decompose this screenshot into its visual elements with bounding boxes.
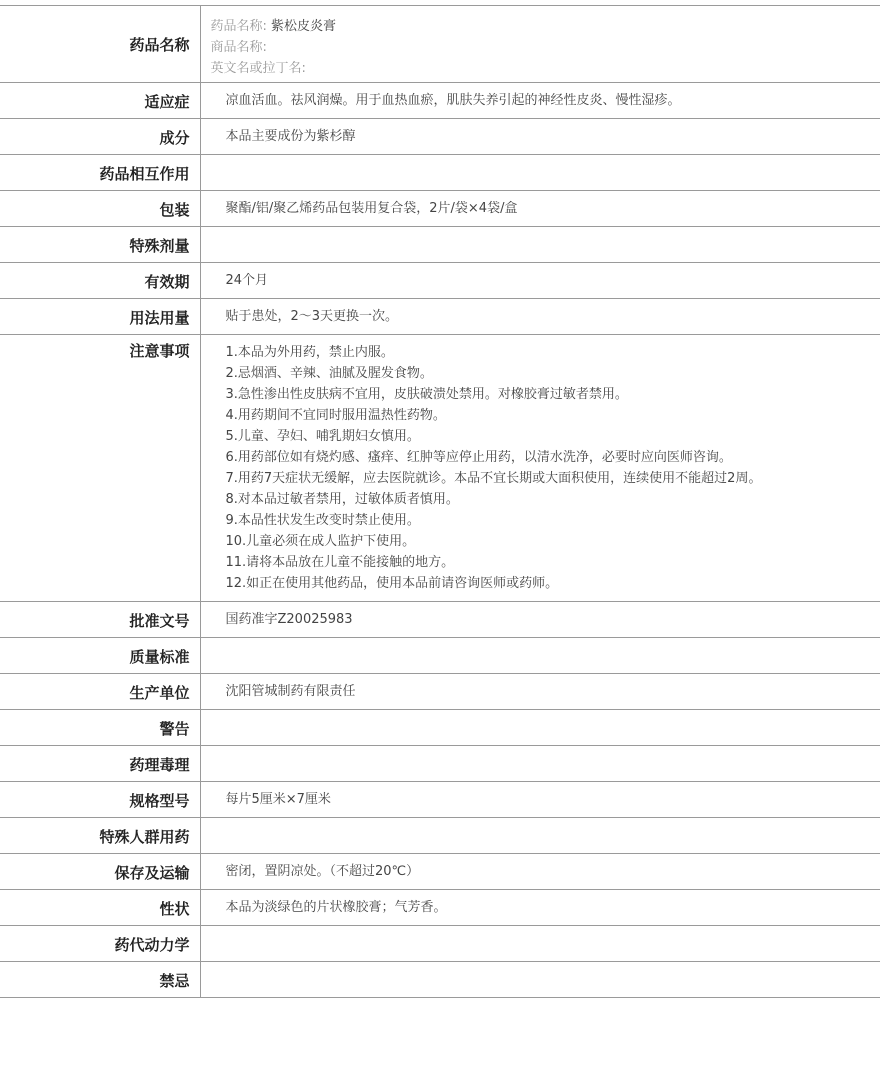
- row-value: [200, 926, 880, 962]
- row-label: 特殊剂量: [0, 227, 200, 263]
- row-toxicology: [0, 746, 880, 782]
- row-package: [0, 191, 880, 227]
- precaution-item: 11.请将本品放在儿童不能接触的地方。: [225, 555, 455, 570]
- generic-name-line: [211, 16, 880, 37]
- precaution-item: 8.对本品过敏者禁用，过敏体质者慎用。: [225, 492, 459, 507]
- row-label: 特殊人群用药: [0, 818, 200, 854]
- row-precautions: [0, 335, 880, 602]
- row-appearance: [0, 890, 880, 926]
- row-label: 适应症: [0, 83, 200, 119]
- trade-name-key: 商品名称:: [210, 40, 267, 55]
- row-manufacturer: [0, 674, 880, 710]
- row-label: 质量标准: [0, 638, 200, 674]
- row-value: 每片5厘米×7厘米: [200, 782, 880, 818]
- row-label: 警告: [0, 710, 200, 746]
- row-value: 本品主要成份为紫杉醇: [200, 119, 880, 155]
- row-value: [200, 710, 880, 746]
- row-label: 用法用量: [0, 299, 200, 335]
- row-usage: [0, 299, 880, 335]
- name-values: [200, 6, 880, 83]
- row-value: 24个月: [200, 263, 880, 299]
- row-shelf-life: [0, 263, 880, 299]
- row-value: 沈阳管城制药有限责任: [200, 674, 880, 710]
- row-interactions: [0, 155, 880, 191]
- row-approval-number: [0, 602, 880, 638]
- precaution-item: 3.急性渗出性皮肤病不宜用，皮肤破溃处禁用。对橡胶膏过敏者禁用。: [225, 387, 628, 402]
- row-ingredients: [0, 119, 880, 155]
- row-storage: [0, 854, 880, 890]
- row-value: 凉血活血。祛风润燥。用于血热血瘀，肌肤失养引起的神经性皮炎、慢性湿疹。: [200, 83, 880, 119]
- trade-name-line: [211, 37, 880, 58]
- row-value: [200, 962, 880, 998]
- row-label: 禁忌: [0, 962, 200, 998]
- precautions-list: [200, 335, 880, 602]
- precaution-item: 4.用药期间不宜同时服用温热性药物。: [225, 408, 446, 423]
- row-label: 药代动力学: [0, 926, 200, 962]
- precaution-item: 2.忌烟酒、辛辣、油腻及腥发食物。: [225, 366, 433, 381]
- row-label: 规格型号: [0, 782, 200, 818]
- english-name-line: [211, 58, 880, 79]
- precaution-item: 10.儿童必须在成人监护下使用。: [225, 534, 416, 549]
- row-value: [200, 227, 880, 263]
- precaution-item: 12.如正在使用其他药品，使用本品前请咨询医师或药师。: [225, 576, 559, 591]
- english-name-key: 英文名或拉丁名:: [210, 61, 306, 76]
- row-pharmacokinetics: [0, 926, 880, 962]
- row-label: 性状: [0, 890, 200, 926]
- row-special-dosage: [0, 227, 880, 263]
- row-contraindications: [0, 962, 880, 998]
- row-warning: [0, 710, 880, 746]
- row-label: 药理毒理: [0, 746, 200, 782]
- row-label: 批准文号: [0, 602, 200, 638]
- row-indications: [0, 83, 880, 119]
- drug-spec-table: [0, 5, 880, 998]
- row-value: 本品为淡绿色的片状橡胶膏；气芳香。: [200, 890, 880, 926]
- precaution-item: 6.用药部位如有烧灼感、瘙痒、红肿等应停止用药，以清水洗净，必要时应向医师咨询。: [225, 450, 732, 465]
- row-label: 药品名称: [0, 6, 200, 83]
- precaution-item: 7.用药7天症状无缓解，应去医院就诊。本品不宜长期或大面积使用，连续使用不能超过2周。: [225, 471, 762, 486]
- row-value: [200, 746, 880, 782]
- row-label: 注意事项: [0, 335, 200, 602]
- precaution-item: 5.儿童、孕妇、哺乳期妇女慎用。: [225, 429, 420, 444]
- precaution-item: 1.本品为外用药，禁止内服。: [225, 345, 394, 360]
- row-value: 国药准字Z20025983: [200, 602, 880, 638]
- row-label: 成分: [0, 119, 200, 155]
- row-label: 保存及运输: [0, 854, 200, 890]
- generic-name-key: 药品名称:: [210, 19, 267, 34]
- precaution-item: 9.本品性状发生改变时禁止使用。: [225, 513, 420, 528]
- row-label: 包装: [0, 191, 200, 227]
- row-special-population: [0, 818, 880, 854]
- row-value: 聚酯/铝/聚乙烯药品包装用复合袋，2片/袋×4袋/盒: [200, 191, 880, 227]
- generic-name-value: 紫松皮炎膏: [271, 19, 337, 34]
- drug-spec-body: [0, 6, 880, 998]
- row-value: [200, 155, 880, 191]
- row-label: 生产单位: [0, 674, 200, 710]
- row-value: 贴于患处，2～3天更换一次。: [200, 299, 880, 335]
- row-label: 药品相互作用: [0, 155, 200, 191]
- row-value: [200, 818, 880, 854]
- row-value: [200, 638, 880, 674]
- row-label: 有效期: [0, 263, 200, 299]
- row-value: 密闭，置阴凉处。（不超过20℃）: [200, 854, 880, 890]
- row-specification: [0, 782, 880, 818]
- row-drug-name: [0, 6, 880, 83]
- row-quality-standard: [0, 638, 880, 674]
